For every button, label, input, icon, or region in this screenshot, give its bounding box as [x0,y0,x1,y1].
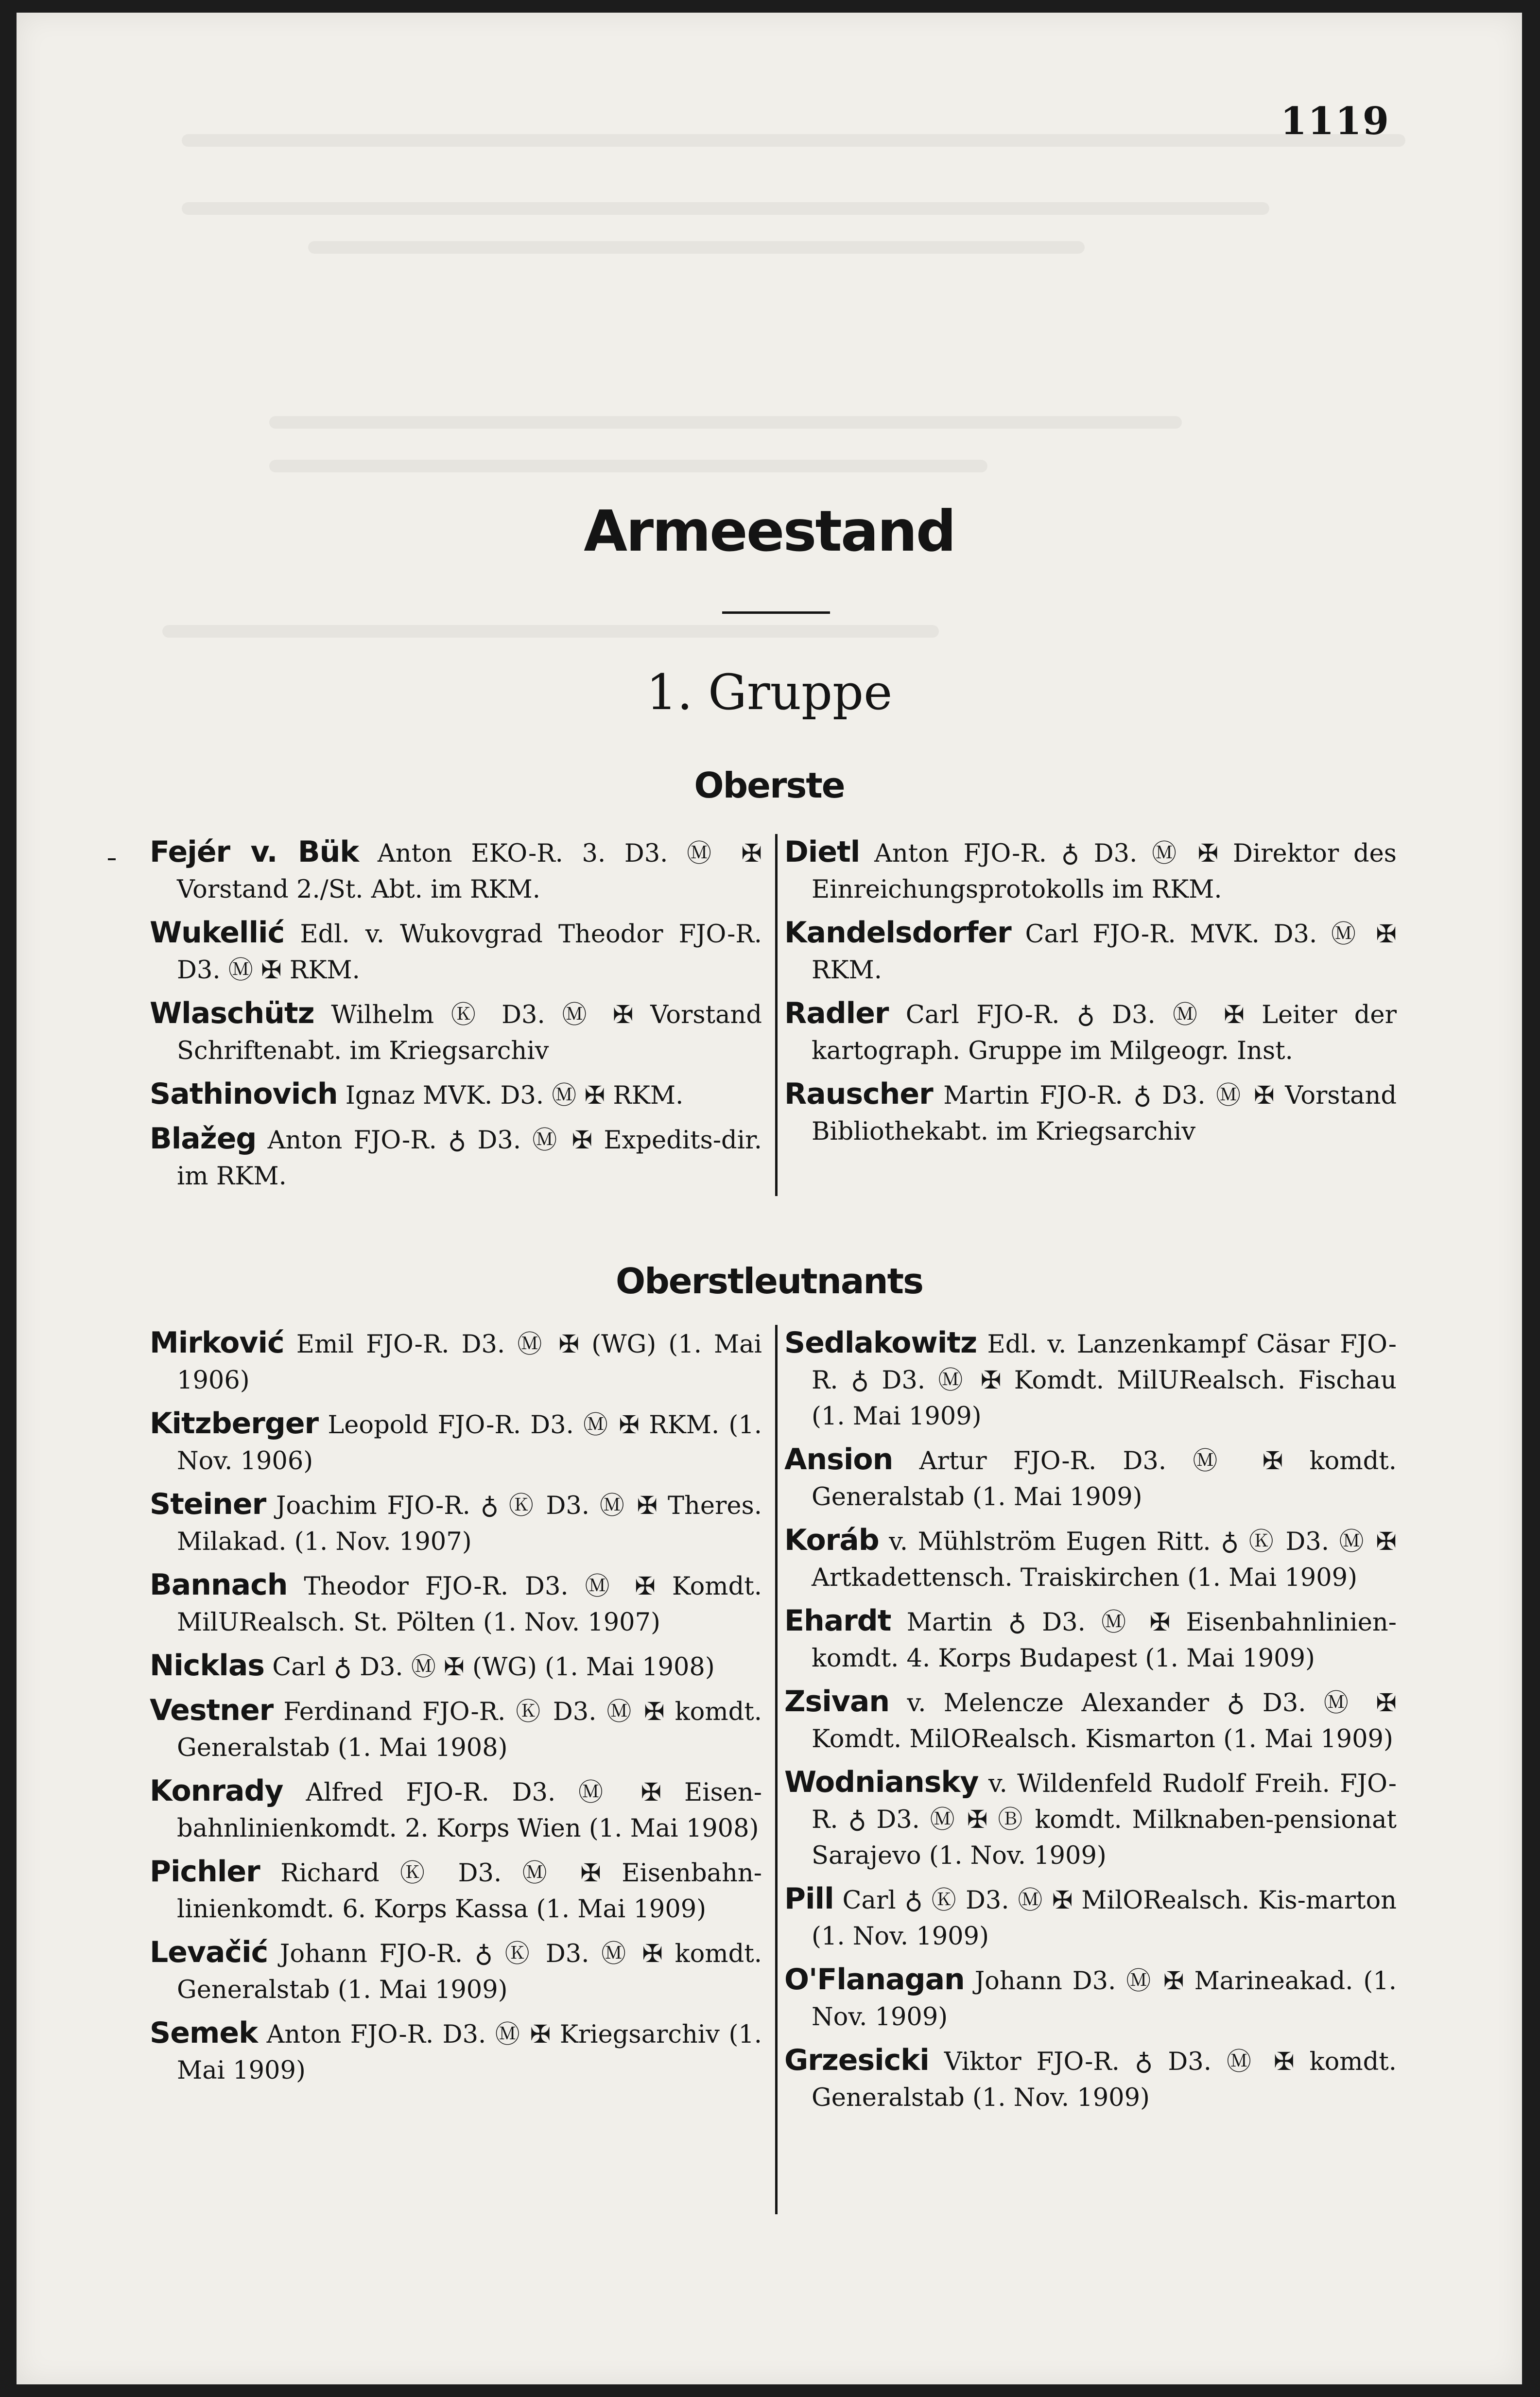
bleed-through-line [269,460,987,472]
oberstleutnants-right-column [784,1325,1397,2123]
list-item [150,1934,762,2008]
oberstleutnants-left-column [150,1325,762,2096]
list-item [784,1764,1397,1874]
entry-text: Martin ♁ D3. Ⓜ ✠ Eisenbahnlinien-komdt. 4. Korps Budapest (1. Mai 1909) [812,1608,1397,1673]
entry-name: Fejér v. Bük [150,835,359,869]
list-item [150,2015,762,2089]
entry-text: Edl. v. Lanzenkampf Cäsar FJO-R. ♁ D3. Ⓜ ✠ Komdt. MilURealsch. Fischau (1. Mai 1909) [812,1330,1397,1431]
entry-name: Nicklas [150,1649,265,1683]
entry-name: Pichler [150,1855,260,1889]
list-item [784,1325,1397,1435]
entry-text: Artur FJO-R. D3. Ⓜ ✠ komdt. Generalstab (1. Mai 1909) [812,1447,1397,1511]
entry-name: Pill [784,1882,834,1916]
entry-name: Sathinovich [150,1077,338,1111]
entry-text: Wilhelm Ⓚ D3. Ⓜ ✠ Vorstand Schriftenabt. im Kriegsarchiv [177,1001,762,1065]
entry-text: Johann D3. Ⓜ ✠ Marineakad. (1. Nov. 1909) [812,1967,1397,2032]
column-divider [775,834,778,1196]
entry-name: Semek [150,2016,258,2050]
list-item [150,1567,762,1641]
entry-text: v. Melencze Alexander ♁ D3. Ⓜ ✠ Komdt. MilORealsch. Kismarton (1. Mai 1909) [812,1689,1397,1754]
list-item [784,2042,1397,2116]
list-item [150,995,762,1069]
oberste-right-column [784,834,1397,1157]
entry-text: Carl FJO-R. ♁ D3. Ⓜ ✠ Leiter der kartograph. Gruppe im Milgeogr. Inst. [812,1001,1397,1065]
entry-text: Anton FJO-R. ♁ D3. Ⓜ ✠ Direktor des Einreichungsprotokolls im RKM. [812,839,1397,904]
entry-text: Viktor FJO-R. ♁ D3. Ⓜ ✠ komdt. Generalstab (1. Nov. 1909) [812,2048,1397,2112]
bleed-through-line [162,625,939,638]
bleed-through-line [308,241,1085,254]
entry-text: v. Mühlström Eugen Ritt. ♁ Ⓚ D3. Ⓜ ✠ Artkadettensch. Traiskirchen (1. Mai 1909) [812,1528,1397,1592]
entry-text: Anton EKO-R. 3. D3. Ⓜ ✠ Vorstand 2./St. Abt. im RKM. [177,839,762,904]
list-item [150,1325,762,1399]
list-item [784,834,1397,908]
entry-name: Bannach [150,1568,288,1602]
entry-name: Konrady [150,1774,283,1808]
list-item [150,1486,762,1560]
list-item [784,1962,1397,2035]
entry-name: Steiner [150,1487,266,1521]
entry-name: Mirković [150,1326,284,1360]
entry-name: Blažeg [150,1122,257,1156]
entry-text: Johann FJO-R. ♁ Ⓚ D3. Ⓜ ✠ komdt. Generalstab (1. Mai 1909) [177,1940,762,2004]
list-item [784,1442,1397,1515]
group-title: 1. Gruppe [646,664,893,721]
entry-text: Anton FJO-R. ♁ D3. Ⓜ ✠ Expedits-dir. im RKM. [177,1126,762,1191]
list-item [784,1881,1397,1955]
list-item [784,915,1397,989]
list-item [150,834,762,908]
list-item [784,1076,1397,1150]
entry-name: Vestner [150,1693,274,1727]
list-item [784,1603,1397,1677]
entry-text: Richard Ⓚ D3. Ⓜ ✠ Eisenbahn-linienkomdt. 6. Korps Kassa (1. Mai 1909) [177,1859,762,1924]
margin-mark [108,858,116,860]
list-item [784,1522,1397,1596]
entry-name: Wlaschütz [150,996,314,1030]
list-item [150,1121,762,1195]
entry-name: Dietl [784,835,860,869]
document-page [17,13,1522,2384]
list-item [150,1648,762,1685]
page-number: 1119 [1280,99,1390,143]
entry-name: Grzesicki [784,2043,929,2077]
entry-text: Theodor FJO-R. D3. Ⓜ ✠ Komdt. MilURealsch. St. Pölten (1. Nov. 1907) [177,1572,762,1637]
list-item [150,1406,762,1479]
entry-text: Ferdinand FJO-R. Ⓚ D3. Ⓜ ✠ komdt. Generalstab (1. Mai 1908) [177,1698,762,1762]
oberste-left-column [150,834,762,1201]
list-item [150,1692,762,1766]
section-heading-oberstleutnants: Oberstleutnants [616,1261,923,1302]
entry-text: Anton FJO-R. D3. Ⓜ ✠ Kriegsarchiv (1. Mai 1909) [177,2020,762,2085]
entry-text: Leopold FJO-R. D3. Ⓜ ✠ RKM. (1. Nov. 1906) [177,1411,762,1476]
entry-text: Martin FJO-R. ♁ D3. Ⓜ ✠ Vorstand Bibliothekabt. im Kriegsarchiv [812,1081,1397,1146]
entry-name: Kitzberger [150,1407,319,1441]
entry-text: Edl. v. Wukovgrad Theodor FJO-R. D3. Ⓜ ✠ RKM. [177,920,762,985]
entry-name: Wukellić [150,916,285,950]
page-title: Armeestand [584,499,955,564]
entry-text: Joachim FJO-R. ♁ Ⓚ D3. Ⓜ ✠ Theres. Milakad. (1. Nov. 1907) [177,1492,762,1556]
column-divider [775,1325,778,2214]
entry-name: O'Flanagan [784,1963,965,1997]
entry-text: v. Wildenfeld Rudolf Freih. FJO-R. ♁ D3. Ⓜ ✠ Ⓑ komdt. Milknaben-pensionat Sarajevo (1. Nov. 1909) [812,1770,1397,1870]
entry-name: Koráb [784,1523,879,1557]
entry-name: Ehardt [784,1604,891,1638]
list-item [784,1684,1397,1757]
entry-name: Wodniansky [784,1765,979,1799]
list-item [150,1854,762,1928]
entry-name: Zsivan [784,1685,890,1719]
entry-name: Kandelsdorfer [784,916,1011,950]
entry-text: Carl ♁ D3. Ⓜ ✠ (WG) (1. Mai 1908) [272,1653,715,1682]
entry-name: Ansion [784,1442,893,1476]
entry-name: Sedlakowitz [784,1326,977,1360]
bleed-through-line [182,202,1269,215]
entry-name: Radler [784,996,889,1030]
entry-name: Levačić [150,1935,268,1969]
entry-text: Emil FJO-R. D3. Ⓜ ✠ (WG) (1. Mai 1906) [177,1330,762,1395]
entry-text: Alfred FJO-R. D3. Ⓜ ✠ Eisen-bahnlinienkomdt. 2. Korps Wien (1. Mai 1908) [177,1778,762,1843]
entry-text: Ignaz MVK. D3. Ⓜ ✠ RKM. [345,1081,684,1110]
section-heading-oberste: Oberste [694,765,845,806]
bleed-through-line [269,416,1182,429]
list-item [150,1773,762,1847]
list-item [784,995,1397,1069]
entry-text: Carl ♁ Ⓚ D3. Ⓜ ✠ MilORealsch. Kis-marton (1. Nov. 1909) [812,1886,1397,1951]
title-divider [722,611,830,614]
entry-text: Carl FJO-R. MVK. D3. Ⓜ ✠ RKM. [812,920,1397,985]
entry-name: Rauscher [784,1077,933,1111]
list-item [150,1076,762,1114]
bleed-through-line [182,134,1405,147]
list-item [150,915,762,989]
